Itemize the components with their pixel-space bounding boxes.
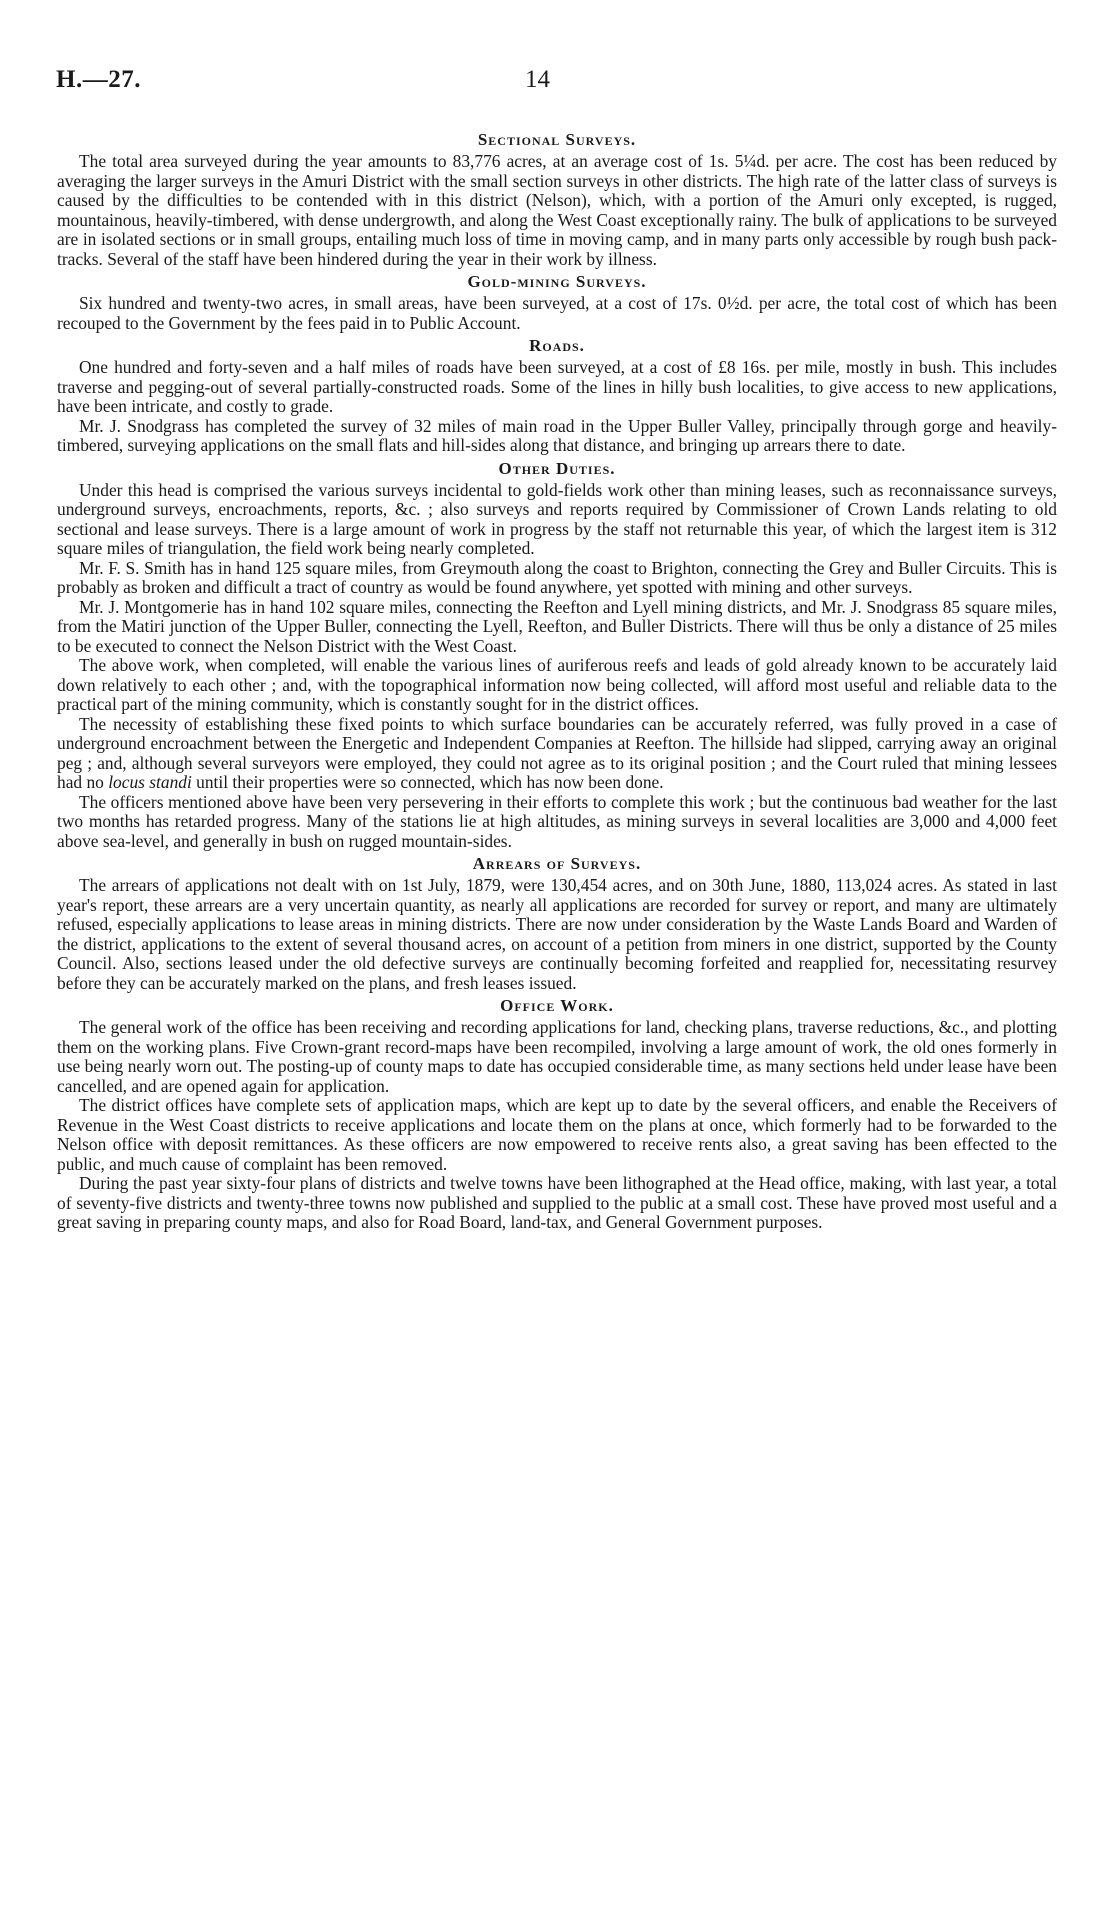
paragraph: Under this head is comprised the various surveys incidental to gold-fields work other than mining leases, such as reconnaissance surveys, underground surveys, encroachments, reports, &c. ; also surveys and reports required by Commissioner of Crown Lands relating to old sectional and lease surveys. There is a large amount of work in progress by the staff not returnable this year, of which the largest item is 312 square miles of triangulation, the field work being nearly completed. [57, 479, 1057, 558]
paragraph: The district offices have complete sets of application maps, which are kept up to date by the several officers, and enable the Receivers of Revenue in the West Coast districts to receive applications and locate them on the plans at once, which formerly had to be forwarded to the Nelson office with deposit remittances. As these officers are now empowered to receive rents also, a great saving has been effected to the public, and much cause of complaint has been removed. [57, 1095, 1057, 1174]
section-heading-other-duties: Other Duties. [498, 458, 616, 478]
paragraph: Mr. J. Montgomerie has in hand 102 square miles, connecting the Reefton and Lyell mining districts, and Mr. J. Snodgrass 85 square miles, from the Matiri junction of the Upper Buller, connecting the Lyell, Reefton, and Buller Districts. There will thus be only a distance of 25 miles to be executed to connect the Nelson District with the West Coast. [57, 596, 1057, 656]
section-heading-roads: Roads. [529, 336, 585, 355]
paragraph: The total area surveyed during the year amounts to 83,776 acres, at an average cost of 1s. 5¼d. per acre. The cost has been reduced by averaging the larger surveys in the Amuri District with the small section surveys in other districts. The high rate of the latter class of surveys is caused by the difficulties to be contended with in this district (Nelson), which, with a portion of the Amuri only excepted, is rugged, mountainous, heavily-timbered, with dense undergrowth, and along the West Coast exceptionally rainy. The bulk of applications to be surveyed are in isolated sections or in small groups, entailing much loss of time in moving camp, and in many parts only accessible by rough bush pack-tracks. Several of the staff have been hindered during the year in their work by illness. [57, 151, 1057, 269]
text-run: The necessity of establishing these fixed points to which surface boundaries can be accurately referred, was fully proved in a case of underground encroachment between the Energetic and Independent Companies at Reefton. The hillside had slipped, carrying away an original peg ; and, although several surveyors were employed, they could not agree as to its original position ; and the Court ruled that mining lessees had no [57, 713, 1057, 792]
document-reference: H.—27. [56, 66, 141, 93]
paragraph: The officers mentioned above have been very persevering in their efforts to complete this work ; but the continuous bad weather for the last two months has retarded progress. Many of the stations lie at high altitudes, as mining surveys in several localities are 3,000 and 4,000 feet above sea-level, and generally in bush on rugged mountain-sides. [57, 791, 1057, 851]
paragraph: Mr. J. Snodgrass has completed the survey of 32 miles of main road in the Upper Buller Valley, principally through gorge and heavily-timbered, surveying applications on the small flats and hill-sides along that distance, and bringing up arrears there to date. [57, 415, 1057, 455]
body-text [57, 127, 1057, 1233]
paragraph-locus-standi [57, 715, 1057, 793]
paragraph: The arrears of applications not dealt with on 1st July, 1879, were 130,454 acres, and on 30th June, 1880, 113,024 acres. As stated in last year's report, these arrears are a very uncertain quantity, as nearly all applications are recorded for survey or report, and many are ultimately refused, especially applications to lease areas in mining districts. There are now under consideration by the Waste Lands Board and Warden of the district, applications to the extent of several thousand acres, on account of a petition from miners in one district, supported by the County Council. Also, sections leased under the old defective surveys are continually becoming forfeited and reapplied for, necessitating resurvey before they can be accurately marked on the plans, and fresh leases issued. [57, 875, 1057, 993]
paragraph: Mr. F. S. Smith has in hand 125 square miles, from Greymouth along the coast to Brighton, connecting the Grey and Buller Circuits. This is probably as broken and difficult a tract of country as would be found anywhere, yet spotted with mining and other surveys. [57, 557, 1057, 597]
paragraph: The above work, when completed, will enable the various lines of auriferous reefs and leads of gold already known to be accurately laid down relatively to each other ; and, with the topographical information now being collected, will afford most useful and reliable data to the practical part of the mining community, which is constantly sought for in the district offices. [57, 655, 1057, 714]
running-header [56, 66, 1056, 96]
page-number: 14 [525, 66, 550, 93]
section-heading-office-work: Office Work. [500, 996, 614, 1015]
paragraph: Six hundred and twenty-two acres, in small areas, have been surveyed, at a cost of 17s. 0½d. per acre, the total cost of which has been recouped to the Government by the fees paid in to Public Account. [57, 293, 1057, 333]
text-run: until their properties were so connected, which has now been done. [196, 772, 664, 792]
paragraph: One hundred and forty-seven and a half miles of roads have been surveyed, at a cost of £8 16s. per mile, mostly in bush. This includes traverse and pegging-out of several partially-constructed roads. Some of the lines in hilly bush localities, to give access to new applications, have been intricate, and costly to grade. [57, 357, 1057, 416]
section-heading-arrears-of-surveys: Arrears of Surveys. [472, 854, 642, 873]
italic-phrase: locus standi [108, 772, 192, 792]
paragraph: The general work of the office has been receiving and recording applications for land, checking plans, traverse reductions, &c., and plotting them on the working plans. Five Crown-grant record-maps have been recompiled, involving a large amount of work, the old ones formerly in use being nearly worn out. The posting-up of county maps to date has occupied considerable time, as many sections held under lease have been cancelled, and are opened again for application. [57, 1017, 1057, 1096]
paragraph: During the past year sixty-four plans of districts and twelve towns have been lithographed at the Head office, making, with last year, a total of seventy-five districts and twenty-three towns now published and supplied to the public at a small cost. These have proved most useful and a great saving in preparing county maps, and also for Road Board, land-tax, and General Government purposes. [57, 1173, 1057, 1232]
section-heading-sectional-surveys: Sectional Surveys. [477, 130, 637, 149]
section-heading-gold-mining-surveys: Gold-mining Surveys. [467, 272, 647, 291]
